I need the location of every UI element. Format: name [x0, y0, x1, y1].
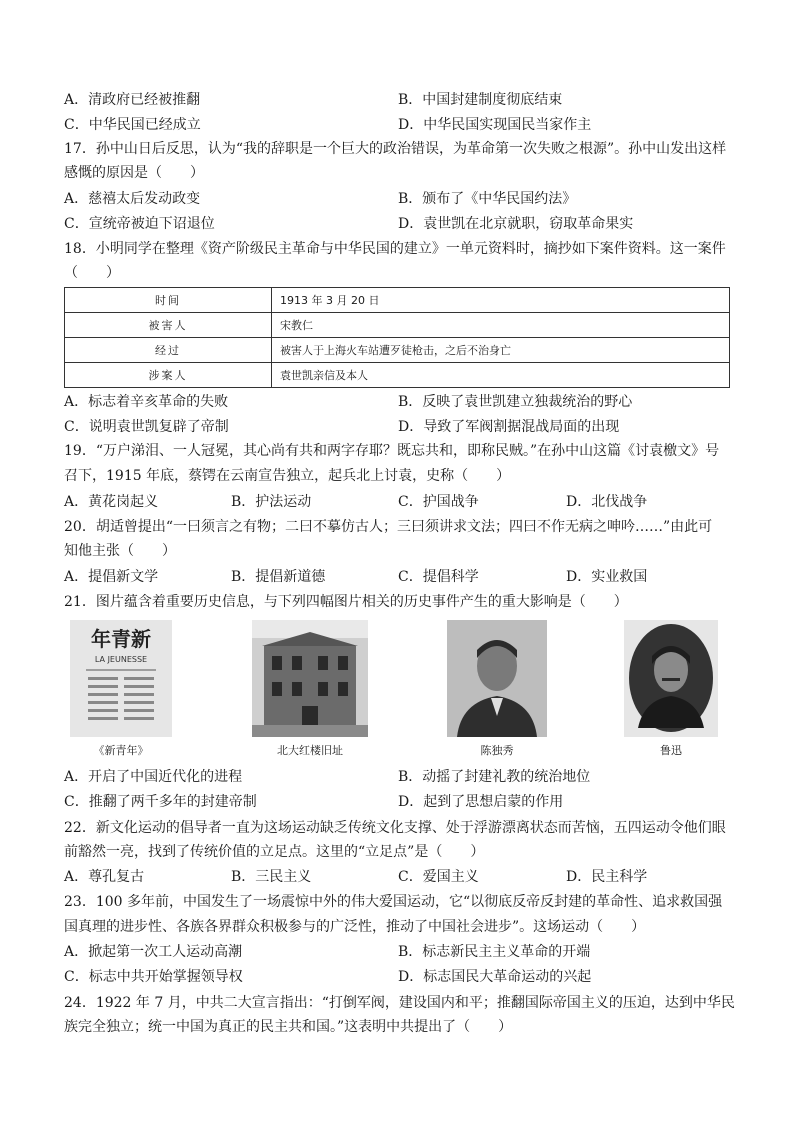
q18-stem-line-2: （ ） [64, 265, 120, 281]
q24-stem-line-1: 24．1922 年 7 月，中共二大宣言指出：“打倒军阀，建设国内和平；推翻国际帝国主义的压迫，达到中华民 [64, 995, 735, 1011]
q16-option-c: C．中华民国已经成立 [64, 117, 201, 133]
q19-stem-line-1: 19．“万户涕泪、一人冠冕，其心尚有共和两字存耶？既忘共和，即称民贼。”在孙中山这篇《讨袁檄文》号 [64, 443, 720, 459]
q16-option-d: D．中华民国实现国民当家作主 [398, 117, 592, 133]
q17-option-d: D．袁世凯在北京就职，窃取革命果实 [398, 216, 634, 232]
q22-stem-line-1: 22．新文化运动的倡导者一直为这场运动缺乏传统文化支撑、处于浮游漂离状态而苦恼，五四运动令他们眼 [64, 820, 726, 836]
q20-option-a: A．提倡新文学 [64, 569, 159, 585]
table-row [65, 288, 730, 313]
case-key: 涉案人 [65, 363, 272, 388]
q21-option-d: D．起到了思想启蒙的作用 [398, 794, 564, 810]
q19-stem-line-2: 召下，1915 年底，蔡锷在云南宣告独立，起兵北上讨袁，史称（ ） [64, 468, 511, 484]
case-value: 1913 年 3 月 20 日 [272, 288, 730, 313]
q22-stem-line-2: 前豁然一亮，找到了传统价值的立足点。这里的“立足点”是（ ） [64, 844, 485, 860]
q23-option-c: C．标志中共开始掌握领导权 [64, 969, 243, 985]
q17-option-c: C．宣统帝被迫下诏退位 [64, 216, 215, 232]
case-value: 袁世凯亲信及本人 [272, 363, 730, 388]
q21-option-c: C．推翻了两千多年的封建帝制 [64, 794, 257, 810]
q24-stem-line-2: 族完全独立；统一中国为真正的民主共和国。”这表明中共提出了（ ） [64, 1019, 513, 1035]
table-row [65, 363, 730, 388]
q18-option-d: D．导致了军阀割据混战局面的出现 [398, 419, 620, 435]
q18-option-b: B．反映了袁世凯建立独裁统治的野心 [398, 394, 633, 410]
caption-chen-duxiu: 陈独秀 [480, 744, 514, 757]
q20-stem-line-2: 知他主张（ ） [64, 543, 176, 559]
q20-option-c: C．提倡科学 [398, 569, 479, 585]
magazine-title: 年青新 [91, 627, 151, 651]
q22-option-c: C．爱国主义 [398, 869, 479, 885]
peking-university-red-building-image [252, 620, 368, 737]
portrait-graphic [447, 620, 547, 737]
q19-option-a: A．黄花岗起义 [64, 494, 159, 510]
table-row [65, 313, 730, 338]
q16-option-b: B．中国封建制度彻底结束 [398, 92, 563, 108]
q22-option-d: D．民主科学 [566, 869, 648, 885]
q18-option-c: C．说明袁世凯复辟了帝制 [64, 419, 229, 435]
q19-option-d: D．北伐战争 [566, 494, 648, 510]
magazine-subtitle: LA JEUNESSE [94, 655, 148, 664]
case-table [64, 287, 730, 388]
q23-option-d: D．标志国民大革命运动的兴起 [398, 969, 592, 985]
oval-portrait-graphic [624, 620, 718, 737]
case-value: 宋教仁 [272, 313, 730, 338]
caption-new-youth: 《新青年》 [93, 744, 149, 757]
q23-stem-line-1: 23．100 多年前，中国发生了一场震惊中外的伟大爱国运动，它“以彻底反帝反封建的革命性、追求救国强 [64, 894, 723, 910]
building-graphic [252, 620, 368, 737]
q20-option-d: D．实业救国 [566, 569, 648, 585]
q20-stem-line-1: 20．胡适曾提出“一曰须言之有物；二曰不摹仿古人；三曰须讲求文法；四曰不作无病之呻吟……”由此可 [64, 519, 713, 535]
case-key: 时间 [65, 288, 272, 313]
q16-option-a: A．清政府已经被推翻 [64, 92, 201, 108]
q17-stem-line-1: 17．孙中山日后反思，认为“我的辞职是一个巨大的政治错误，为革命第一次失败之根源”。孙中山发出这样 [64, 141, 727, 157]
q19-option-c: C．护国战争 [398, 494, 479, 510]
q20-option-b: B．提倡新道德 [231, 569, 326, 585]
q17-option-a: A．慈禧太后发动政变 [64, 191, 201, 207]
q17-option-b: B．颁布了《中华民国约法》 [398, 191, 577, 207]
q18-option-a: A．标志着辛亥革命的失败 [64, 394, 229, 410]
q23-stem-line-2: 国真理的进步性、各族各界群众积极参与的广泛性，推动了中国社会进步”。这场运动（ ） [64, 919, 646, 935]
q23-option-a: A．掀起第一次工人运动高潮 [64, 944, 243, 960]
table-row [65, 338, 730, 363]
q23-option-b: B．标志新民主主义革命的开端 [398, 944, 591, 960]
chen-duxiu-portrait-image [447, 620, 547, 737]
case-key: 经过 [65, 338, 272, 363]
q22-option-b: B．三民主义 [231, 869, 312, 885]
q21-option-b: B．动摇了封建礼教的统治地位 [398, 769, 591, 785]
q22-option-a: A．尊孔复古 [64, 869, 145, 885]
q18-stem-line-1: 18．小明同学在整理《资产阶级民主革命与中华民国的建立》一单元资料时，摘抄如下案件资料。这一案件 [64, 241, 726, 257]
new-youth-magazine-image [70, 620, 172, 737]
q21-stem: 21．图片蕴含着重要历史信息，与下列四幅图片相关的历史事件产生的重大影响是（ ） [64, 594, 628, 610]
lu-xun-portrait-image [624, 620, 718, 737]
caption-lu-xun: 鲁迅 [660, 744, 682, 757]
magazine-cover-graphic [70, 620, 172, 737]
case-key: 被害人 [65, 313, 272, 338]
q19-option-b: B．护法运动 [231, 494, 312, 510]
caption-red-building: 北大红楼旧址 [277, 744, 343, 757]
q21-option-a: A．开启了中国近代化的进程 [64, 769, 243, 785]
q17-stem-line-2: 感慨的原因是（ ） [64, 165, 204, 181]
case-value: 被害人于上海火车站遭歹徒枪击，之后不治身亡 [272, 338, 730, 363]
